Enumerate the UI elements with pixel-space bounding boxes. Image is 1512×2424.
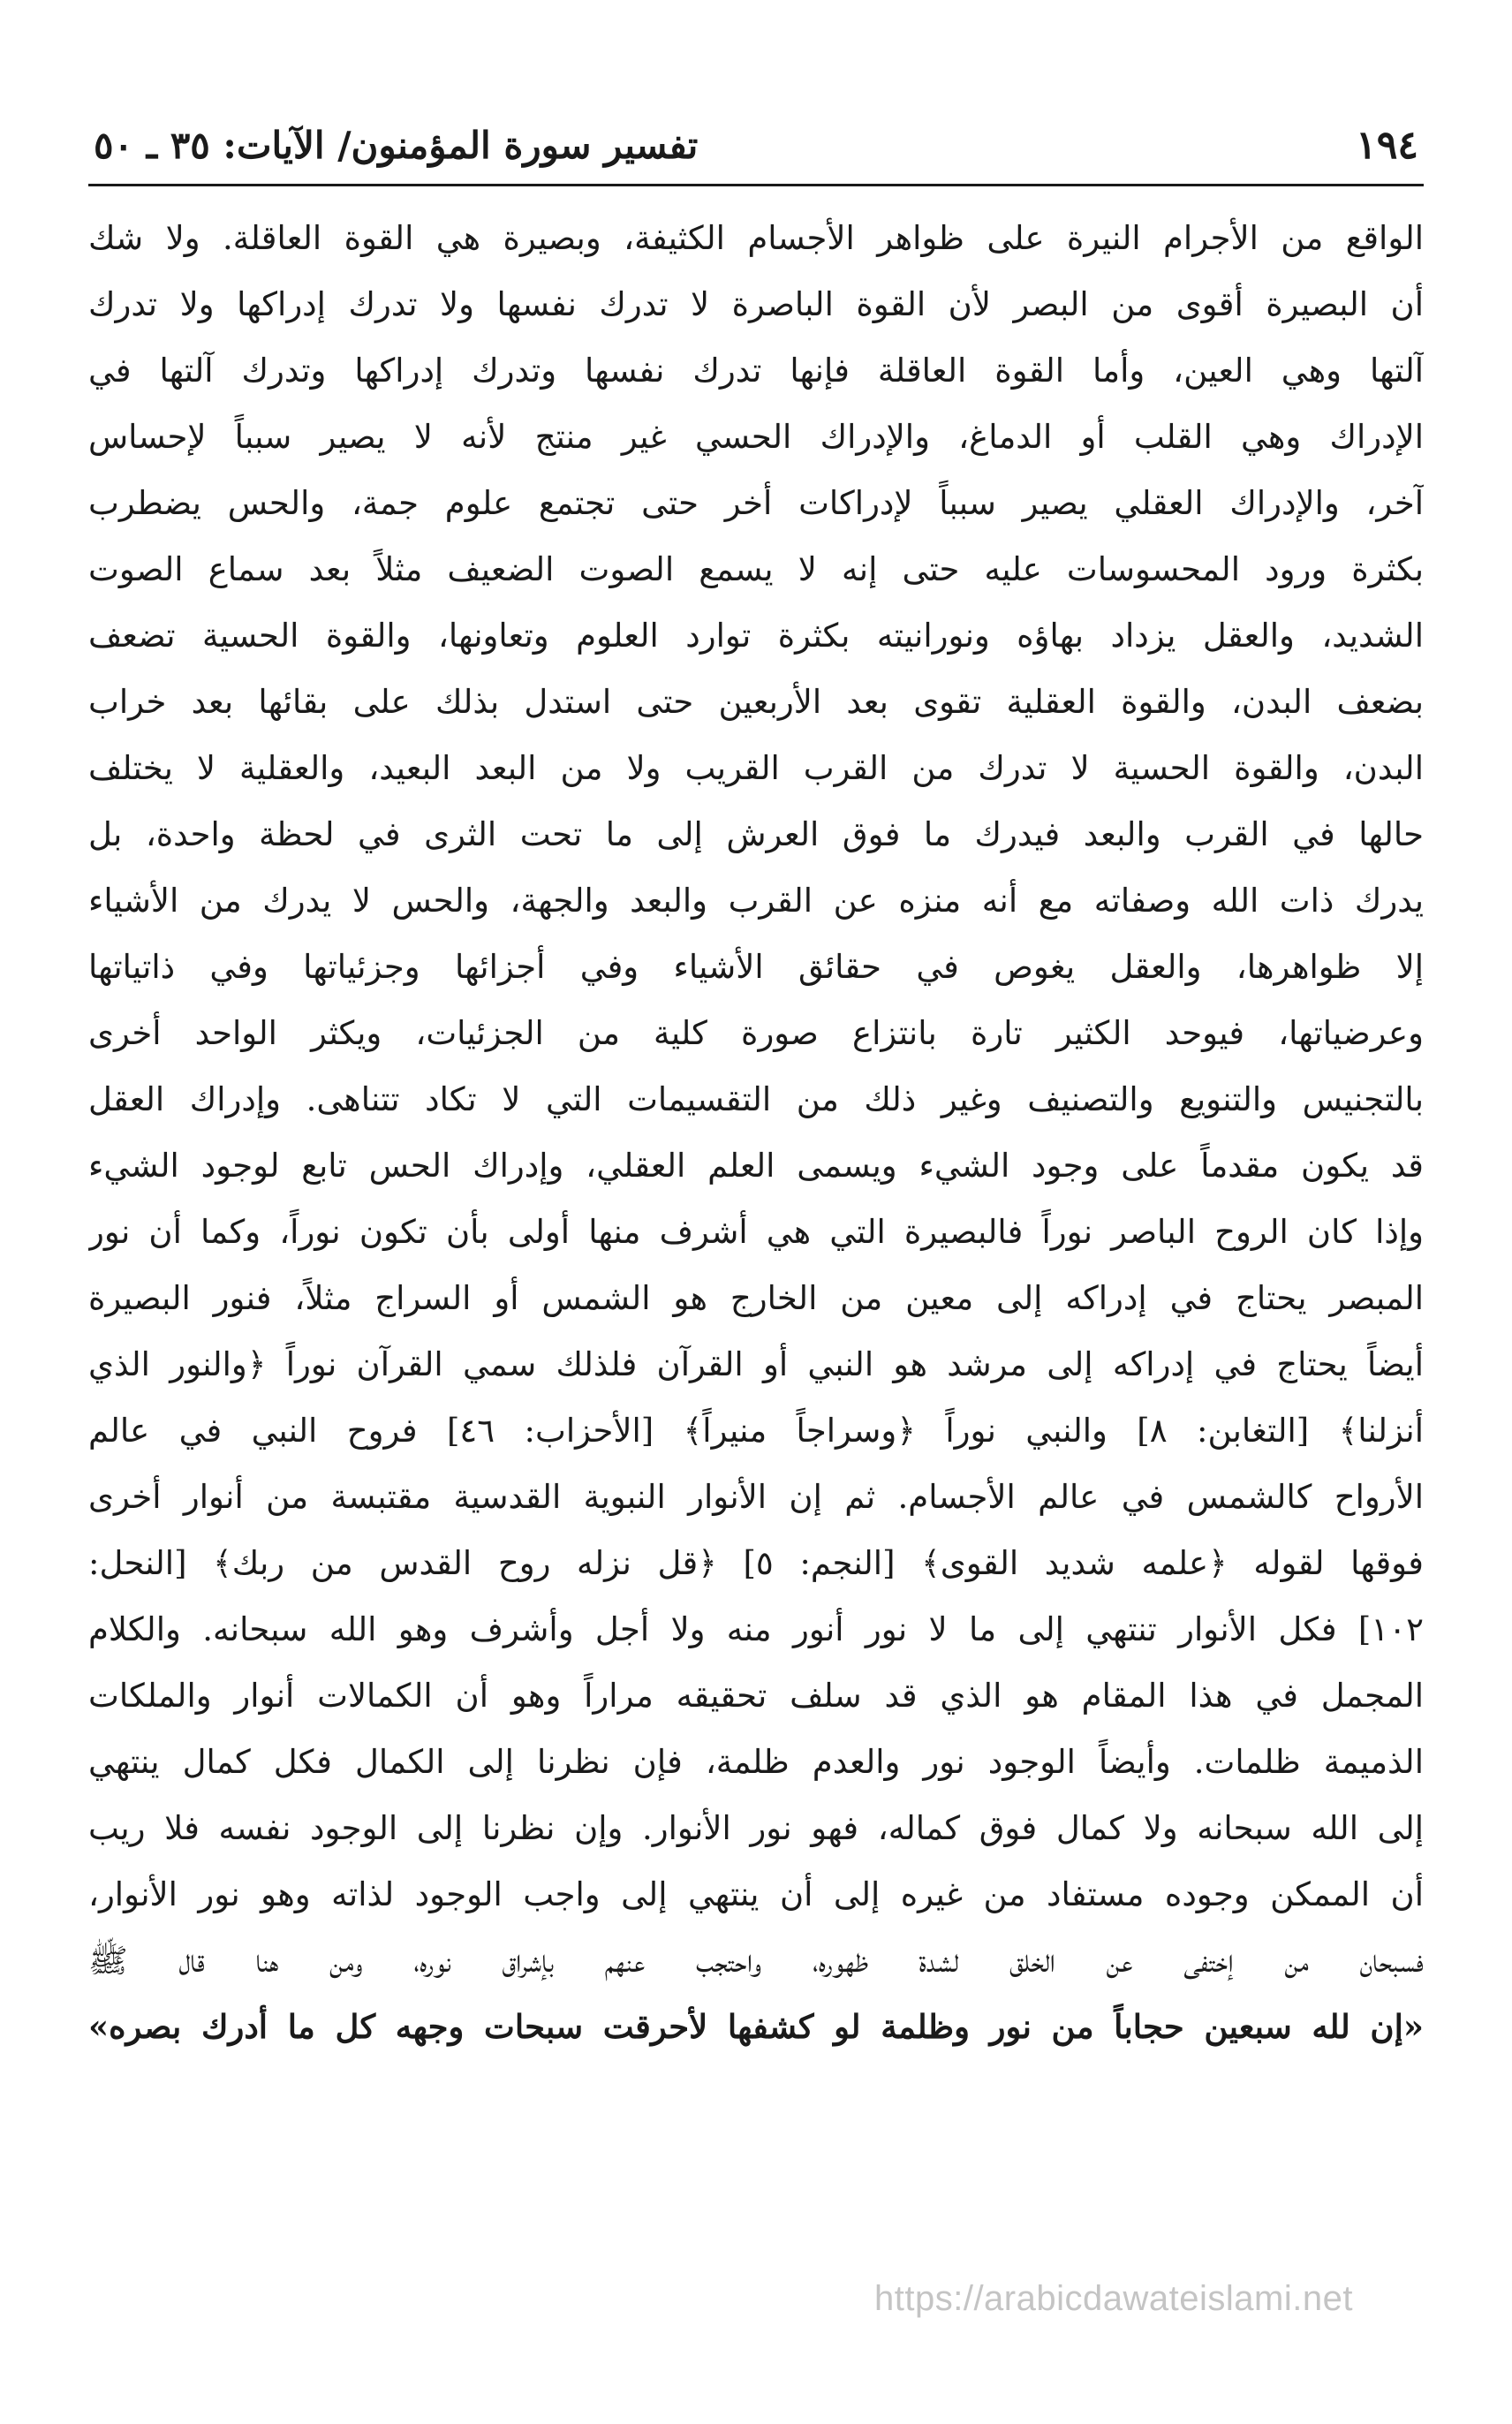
text-line: الأرواح كالشمس في عالم الأجسام. ثم إن الأنوار النبوية القدسية مقتبسة من أنوار أخرى <box>88 1478 1424 1516</box>
text-line: الإدراك وهي القلب أو الدماغ، والإدراك الحسي غير منتج لأنه لا يصير سبباً لإحساس <box>88 418 1424 456</box>
text-line: الواقع من الأجرام النيرة على ظواهر الأجسام الكثيفة، وبصيرة هي القوة العاقلة. ولا شك <box>88 219 1424 257</box>
page-number: ١٩٤ <box>1356 123 1418 168</box>
text-line: البدن، والقوة الحسية لا تدرك من القرب القريب ولا من البعد البعيد، والعقلية لا يختلف <box>88 749 1424 787</box>
text-line: ١٠٢] فكل الأنوار تنتهي إلى ما لا نور أنور منه ولا أجل وأشرف وهو الله سبحانه. والكلام <box>88 1610 1424 1648</box>
text-line: الشديد، والعقل يزداد بهاؤه ونورانيته بكثرة توارد العلوم وتعاونها، والقوة الحسية تضعف <box>88 617 1424 655</box>
header-rule <box>88 184 1424 186</box>
watermark-url: https://arabicdawateislami.net <box>874 2279 1353 2318</box>
text-line: أن الممكن وجوده مستفاد من غيره إلى أن ينتهي إلى واجب الوجود لذاته وهو نور الأنوار، <box>88 1875 1424 1913</box>
text-line: آلتها وهي العين، وأما القوة العاقلة فإنها تدرك نفسها وتدرك إدراكها وتدرك آلتها في <box>88 352 1424 390</box>
text-line: إلى الله سبحانه ولا كمال فوق كماله، فهو نور الأنوار. وإن نظرنا إلى الوجود نفسه فلا ريب <box>88 1809 1424 1847</box>
text-line: الذميمة ظلمات. وأيضاً الوجود نور والعدم ظلمة، فإن نظرنا إلى الكمال فكل كمال ينتهي <box>88 1743 1424 1781</box>
text-line: يدرك ذات الله وصفاته مع أنه منزه عن القرب والبعد والجهة، والحس لا يدرك من الأشياء <box>88 882 1424 920</box>
text-line: فوقها لقوله ﴿علمه شديد القوى﴾ [النجم: ٥] ﴿قل نزله روح القدس من ربك﴾ [النحل: <box>88 1544 1424 1582</box>
text-line: أنزلنا﴾ [التغابن: ٨] والنبي نوراً ﴿وسراجاً منيراً﴾ [الأحزاب: ٤٦] فروح النبي في عالم <box>88 1412 1424 1450</box>
text-line: المجمل في هذا المقام هو الذي قد سلف تحقيقه مراراً وهو أن الكمالات أنوار والملكات <box>88 1677 1424 1715</box>
page-header <box>88 115 1424 177</box>
text-line: بضعف البدن، والقوة العقلية تقوى بعد الأربعين حتى استدل بذلك على بقائها بعد خراب <box>88 683 1424 721</box>
body-text <box>88 205 1424 2060</box>
text-line: إلا ظواهرها، والعقل يغوص في حقائق الأشياء وفي أجزائها وجزئياتها وفي ذاتياتها <box>88 948 1424 986</box>
text-line: وعرضياتها، فيوحد الكثير تارة بانتزاع صورة كلية من الجزئيات، ويكثر الواحد أخرى <box>88 1014 1424 1052</box>
text-line: فسبحان من إختفى عن الخلق لشدة ظهوره، واحتجب عنهم بإشراق نوره، ومن هنا قال ﷺ <box>88 1942 1424 1980</box>
text-line: أن البصيرة أقوى من البصر لأن القوة الباصرة لا تدرك نفسها ولا تدرك إدراكها ولا تدرك <box>88 285 1424 323</box>
text-line: المبصر يحتاج في إدراكه إلى معين من الخارج هو الشمس أو السراج مثلاً، فنور البصيرة <box>88 1279 1424 1317</box>
text-line: حالها في القرب والبعد فيدرك ما فوق العرش إلى ما تحت الثرى في لحظة واحدة، بل <box>88 815 1424 853</box>
text-line: بالتجنيس والتنويع والتصنيف وغير ذلك من التقسيمات التي لا تكاد تتناهى. وإدراك العقل <box>88 1080 1424 1118</box>
running-title: تفسير سورة المؤمنون/ الآيات: ٣٥ ـ ٥٠ <box>94 124 699 167</box>
text-line: وإذا كان الروح الباصر نوراً فالبصيرة التي هي أشرف منها أولى بأن تكون نوراً، وكما أن نور <box>88 1213 1424 1251</box>
text-line: آخر، والإدراك العقلي يصير سبباً لإدراكات أخر حتى تجتمع علوم جمة، والحس يضطرب <box>88 484 1424 522</box>
text-line: بكثرة ورود المحسوسات عليه حتى إنه لا يسمع الصوت الضعيف مثلاً بعد سماع الصوت <box>88 550 1424 588</box>
hadith-line: «إن لله سبعين حجاباً من نور وظلمة لو كشفها لأحرقت سبحات وجهه كل ما أدرك بصره» <box>88 2007 1424 2046</box>
text-line: أيضاً يحتاج في إدراكه إلى مرشد هو النبي أو القرآن فلذلك سمي القرآن نوراً ﴿والنور الذي <box>88 1345 1424 1383</box>
text-line: قد يكون مقدماً على وجود الشيء ويسمى العلم العقلي، وإدراك الحس تابع لوجود الشيء <box>88 1147 1424 1185</box>
